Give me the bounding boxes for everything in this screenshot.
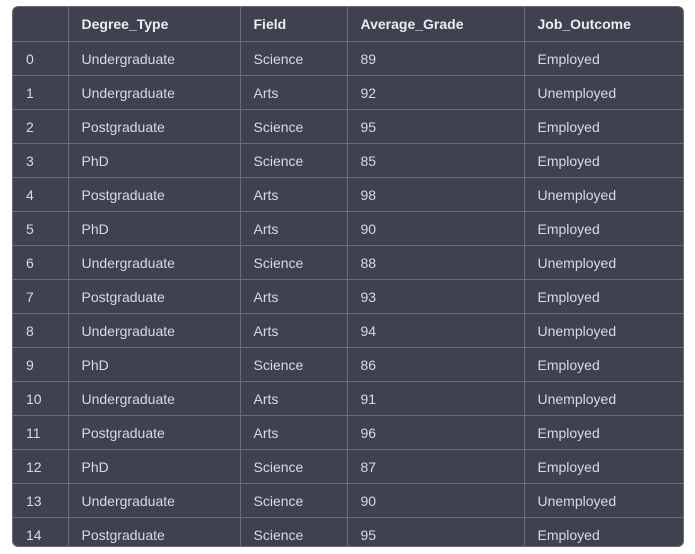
- average-grade-cell: 92: [347, 76, 524, 110]
- row-index-cell: 3: [13, 144, 68, 178]
- row-index-cell: 6: [13, 246, 68, 280]
- job-outcome-cell: Employed: [524, 450, 684, 484]
- degree-type-cell: Postgraduate: [68, 178, 240, 212]
- row-index-cell: 14: [13, 518, 68, 548]
- degree-type-cell: Postgraduate: [68, 416, 240, 450]
- job-outcome-cell: Unemployed: [524, 484, 684, 518]
- table-row: [13, 144, 684, 178]
- field-cell: Arts: [240, 178, 347, 212]
- field-cell: Science: [240, 42, 347, 76]
- average-grade-cell: 90: [347, 484, 524, 518]
- data-table-container: [12, 6, 684, 547]
- degree-type-cell: Undergraduate: [68, 382, 240, 416]
- degree-type-cell: Postgraduate: [68, 280, 240, 314]
- table-row: [13, 382, 684, 416]
- field-cell: Arts: [240, 416, 347, 450]
- degree-type-cell: Undergraduate: [68, 314, 240, 348]
- field-cell: Arts: [240, 382, 347, 416]
- job-outcome-cell: Employed: [524, 280, 684, 314]
- table-header-row: [13, 7, 684, 42]
- job-outcome-cell: Employed: [524, 144, 684, 178]
- field-cell: Arts: [240, 314, 347, 348]
- table-row: [13, 42, 684, 76]
- average-grade-cell: 98: [347, 178, 524, 212]
- table-row: [13, 484, 684, 518]
- row-index-cell: 11: [13, 416, 68, 450]
- average-grade-cell: 90: [347, 212, 524, 246]
- table-body: [13, 42, 684, 548]
- row-index-cell: 8: [13, 314, 68, 348]
- degree-type-cell: Undergraduate: [68, 76, 240, 110]
- header-index: [13, 7, 68, 42]
- table-row: [13, 246, 684, 280]
- field-cell: Arts: [240, 212, 347, 246]
- average-grade-cell: 85: [347, 144, 524, 178]
- table-row: [13, 110, 684, 144]
- row-index-cell: 10: [13, 382, 68, 416]
- average-grade-cell: 88: [347, 246, 524, 280]
- field-cell: Science: [240, 110, 347, 144]
- degree-type-cell: Postgraduate: [68, 518, 240, 548]
- row-index-cell: 0: [13, 42, 68, 76]
- field-cell: Arts: [240, 76, 347, 110]
- row-index-cell: 1: [13, 76, 68, 110]
- field-cell: Science: [240, 484, 347, 518]
- average-grade-cell: 89: [347, 42, 524, 76]
- table-row: [13, 76, 684, 110]
- field-cell: Science: [240, 246, 347, 280]
- table-row: [13, 212, 684, 246]
- average-grade-cell: 86: [347, 348, 524, 382]
- row-index-cell: 4: [13, 178, 68, 212]
- table-row: [13, 314, 684, 348]
- field-cell: Science: [240, 348, 347, 382]
- row-index-cell: 9: [13, 348, 68, 382]
- average-grade-cell: 94: [347, 314, 524, 348]
- degree-type-cell: PhD: [68, 450, 240, 484]
- row-index-cell: 2: [13, 110, 68, 144]
- table-row: [13, 348, 684, 382]
- degree-type-cell: Undergraduate: [68, 42, 240, 76]
- row-index-cell: 5: [13, 212, 68, 246]
- job-outcome-cell: Unemployed: [524, 76, 684, 110]
- row-index-cell: 12: [13, 450, 68, 484]
- job-outcome-cell: Employed: [524, 110, 684, 144]
- average-grade-cell: 91: [347, 382, 524, 416]
- row-index-cell: 7: [13, 280, 68, 314]
- average-grade-cell: 96: [347, 416, 524, 450]
- degree-type-cell: Undergraduate: [68, 246, 240, 280]
- field-cell: Science: [240, 450, 347, 484]
- data-table: [13, 7, 684, 547]
- table-row: [13, 280, 684, 314]
- table-row: [13, 416, 684, 450]
- average-grade-cell: 95: [347, 518, 524, 548]
- table-row: [13, 450, 684, 484]
- header-job-outcome: Job_Outcome: [524, 7, 684, 42]
- degree-type-cell: Undergraduate: [68, 484, 240, 518]
- job-outcome-cell: Employed: [524, 518, 684, 548]
- job-outcome-cell: Employed: [524, 348, 684, 382]
- job-outcome-cell: Employed: [524, 416, 684, 450]
- field-cell: Science: [240, 518, 347, 548]
- row-index-cell: 13: [13, 484, 68, 518]
- job-outcome-cell: Unemployed: [524, 246, 684, 280]
- degree-type-cell: PhD: [68, 212, 240, 246]
- job-outcome-cell: Employed: [524, 42, 684, 76]
- job-outcome-cell: Employed: [524, 212, 684, 246]
- header-average-grade: Average_Grade: [347, 7, 524, 42]
- average-grade-cell: 95: [347, 110, 524, 144]
- field-cell: Science: [240, 144, 347, 178]
- table-row: [13, 518, 684, 548]
- table-row: [13, 178, 684, 212]
- header-degree-type: Degree_Type: [68, 7, 240, 42]
- degree-type-cell: Postgraduate: [68, 110, 240, 144]
- degree-type-cell: PhD: [68, 348, 240, 382]
- average-grade-cell: 87: [347, 450, 524, 484]
- job-outcome-cell: Unemployed: [524, 314, 684, 348]
- job-outcome-cell: Unemployed: [524, 178, 684, 212]
- average-grade-cell: 93: [347, 280, 524, 314]
- field-cell: Arts: [240, 280, 347, 314]
- degree-type-cell: PhD: [68, 144, 240, 178]
- header-field: Field: [240, 7, 347, 42]
- job-outcome-cell: Unemployed: [524, 382, 684, 416]
